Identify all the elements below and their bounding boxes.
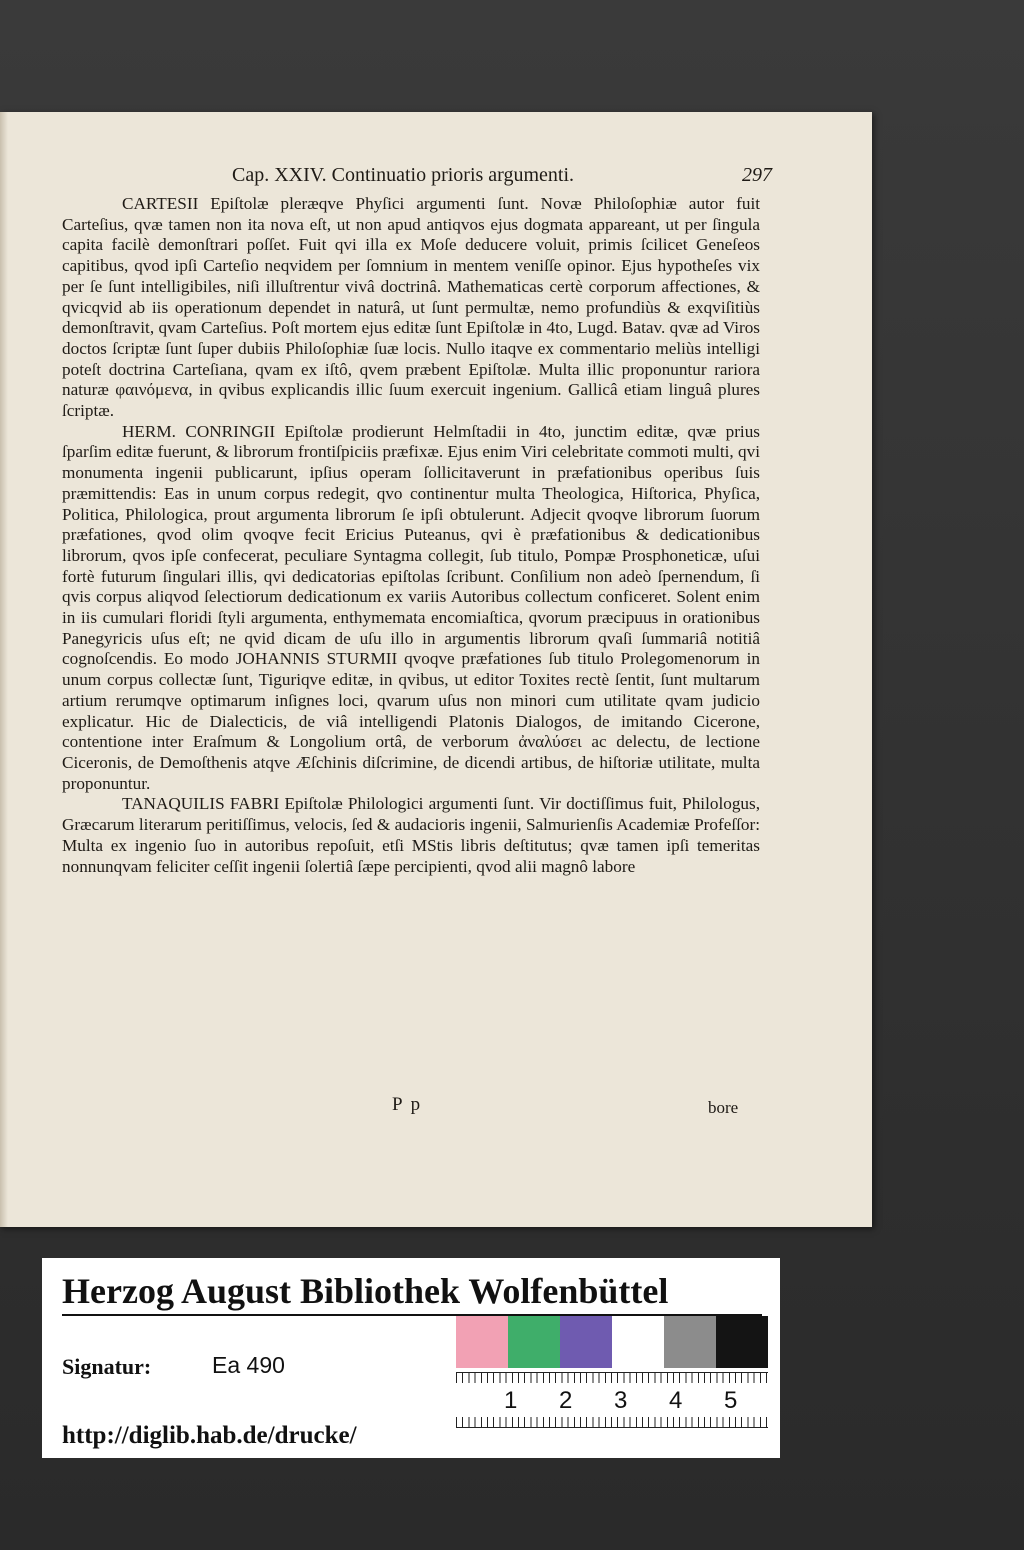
ruler-ticks-top [456, 1373, 768, 1383]
library-card [42, 1258, 780, 1458]
page-gutter-edge [0, 112, 8, 1227]
paragraph-faber: TANAQUILIS FABRI Epiſtolæ Philologici argumenti ſunt. Vir doctiſſimus fuit, Philologus, Græcarum literarum peritiſſimus, velocis, ſed & audacioris ingenii, Salmurienſis Academiæ Profeſſor: Multa ex ingenio ſuo in autoribus repoſuit, etſi MStis libris deſtitutus; qvæ tamen ipſi temeritas nonnunqvam feliciter ceſſit ingenii ſolertiâ ſæpe percipienti, qvod alii magnô labore [62, 794, 760, 876]
ruler-ticks-bottom [456, 1417, 768, 1427]
library-url: http://diglib.hab.de/drucke/ [62, 1422, 357, 1449]
color-swatch-black [716, 1316, 768, 1368]
ruler-number: 1 [504, 1387, 518, 1414]
book-page [0, 112, 872, 1227]
running-title: Cap. XXIV. Continuatio prioris argumenti. [232, 164, 575, 186]
body-text [62, 194, 760, 877]
paragraph-cartesius: CARTESII Epiſtolæ pleræqve Phyſici argumenti ſunt. Novæ Philoſophiæ autor fuit Carteſius, qvæ tamen non ita nova eſt, ut non apud antiqvos ejus dogmata appareant, ut per ſingula capita facilè demonſtrari poſſet. Fuit qvi illa ex Moſe deducere voluit, primis ſcilicet Geneſeos capitibus, qvod ipſi Carteſio neqvidem per ſomnium in mentem veniſſe opinor. Ejus hypotheſes vix per ſe ſunt intelligibiles, niſi illuſtrentur vivâ doctrinâ. Mathematicas certè corporum affectiones, & qvicqvid ab iis operationum dependet in naturâ, ut ſunt permultæ, nemo profundiùs & exqviſitiùs demonſtravit, qvam Carteſius. Poſt mortem ejus editæ ſunt Epiſtolæ in 4to, Lugd. Batav. qvæ ad Viros doctos ſcriptæ ſunt ſuper dubiis Philoſophiæ ſuæ locis. Nullo itaqve ex commentario meliùs intelligi poteſt doctrina Carteſiana, qvam ex iſtô, qvem præbent Epiſtolæ. Multa illic proponuntur rariora naturæ φαινόμενα, in qvibus explicandis illic ſuum exercuit ingenium. Gallicâ etiam linguâ plures ſcriptæ. [62, 194, 760, 421]
ruler-number: 3 [614, 1387, 628, 1414]
library-name: Herzog August Bibliothek Wolfenbüttel [62, 1271, 669, 1311]
signature-mark: P p [392, 1094, 423, 1115]
catchword: bore [708, 1098, 739, 1117]
page-number: 297 [742, 164, 772, 186]
scale-ruler [456, 1372, 768, 1428]
paragraph-conringius: HERM. CONRINGII Epiſtolæ prodierunt Helmſtadii in 4to, junctim editæ, qvæ prius ſparſim editæ fuerunt, & librorum frontiſpiciis præfixæ. Ejus enim Viri celebritate commoti multi, qvi monumenta ingenii publicarunt, ipſius operam ſollicitaverunt in præfationibus operibus ſuis præmittendis: Eas in unum corpus redegit, qvo continentur multa Theologica, Hiſtorica, Phyſica, Politica, Philologica, prout argumenta librorum ſe ipſi obtulerunt. Adjecit qvoqve librorum ſuorum præfationes, qvod olim qvoqve fecit Ericius Puteanus, qvi è præfationibus & dedicationibus librorum, qvos ipſe confecerat, peculiare Syntagma collegit, ſub titulo, Pompæ Prosphoneticæ, uſui fortè futurum ſingulari illis, qvi dedicatorias epiſtolas ſcribunt. Conſilium non adeò ſpernendum, ſi qvis corpus aliqvod ſelectiorum dedicationum ex variis Autoribus collectum conficeret. Solent enim in iis cumulari floridi ſtyli argumenta, enthymemata encomiaſtica, qvorum præcipuus in orationibus Panegyricis uſus eſt; ne qvid dicam de uſu illo in argumentis librorum qvaſi ſummariâ notitiâ cognoſcendis. Eo modo JOHANNIS STURMII qvoqve præfationes ſub titulo Prolegomenorum in unum corpus collectæ ſunt, Tiguriqve editæ, in qvibus, ut editor Toxites rectè ſentit, ſunt multarum artium rerumqve optimarum inſignes loci, qvarum uſus non minori cum utilitate qvam judicio explicatur. Hic de Dialecticis, de viâ intelligendi Platonis Dialogos, de imitando Cicerone, contentione inter Eraſmum & Longolium ortâ, de verborum ἀναλύσει ac delectu, de lectione Ciceronis, de Demoſthenis atqve Æſchinis diſcrimine, de dicendi artibus, de hiſtoriæ utilitate, multa proponuntur. [62, 421, 760, 793]
ruler-number: 5 [724, 1387, 738, 1414]
signatur-label: Signatur: [62, 1354, 152, 1379]
color-swatch-purple [560, 1316, 612, 1368]
signatur-value: Ea 490 [212, 1352, 285, 1378]
running-header [232, 164, 772, 192]
ruler-number: 2 [559, 1387, 573, 1414]
color-swatch-pink [456, 1316, 508, 1368]
color-swatch-gray [664, 1316, 716, 1368]
color-swatch-white [612, 1316, 664, 1368]
color-calibration-strip [456, 1316, 768, 1368]
ruler-number: 4 [669, 1387, 683, 1414]
color-swatch-green [508, 1316, 560, 1368]
